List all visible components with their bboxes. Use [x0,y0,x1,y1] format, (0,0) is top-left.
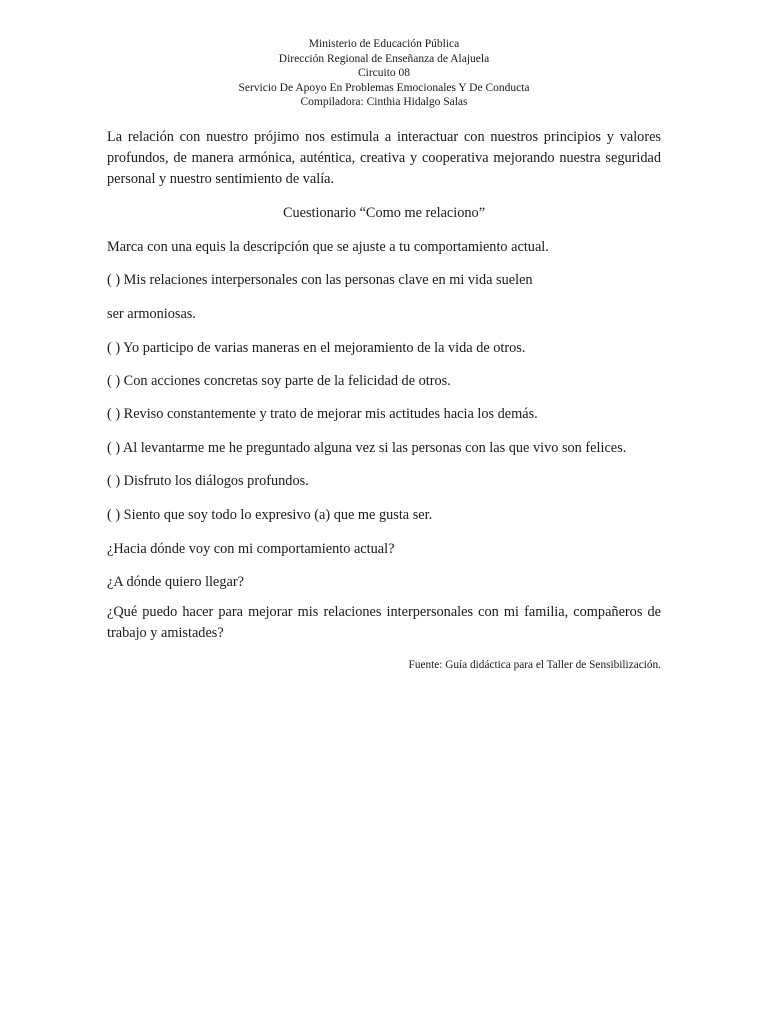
questionnaire-title: Cuestionario “Como me relaciono” [282,205,486,221]
questionnaire-instruction: Marca con una equis la descripción que se ajuste a tu comportamiento actual. [107,239,549,255]
questionnaire-item: ( ) Al levantarme me he preguntado alguna vez si las personas con las que vivo son felices. [107,440,627,456]
header-regional-direction: Dirección Regional de Enseñanza de Alajuela [278,52,490,65]
questionnaire-item: ( ) Siento que soy todo lo expresivo (a) que me gusta ser. [107,507,433,523]
document-header [0,37,768,110]
header-ministry: Ministerio de Educación Pública [308,38,460,50]
questionnaire-item: ( ) Mis relaciones interpersonales con las personas clave en mi vida suelen [107,272,533,288]
reflection-question: ¿A dónde quiero llegar? [107,574,244,590]
questionnaire-item: ( ) Disfruto los diálogos profundos. [107,473,309,489]
reflection-question: ¿Hacia dónde voy con mi comportamiento actual? [107,541,395,557]
header-service: Servicio De Apoyo En Problemas Emocionales Y De Conducta [238,81,530,94]
questionnaire-item: ( ) Con acciones concretas soy parte de la felicidad de otros. [107,373,451,389]
reflection-question: ¿Qué puedo hacer para mejorar mis relaciones interpersonales con mi familia, compañeros de trabajo y amistades? [107,604,661,641]
intro-paragraph: La relación con nuestro prójimo nos estimula a interactuar con nuestros principios y valores profundos, de manera armónica, auténtica, creativa y cooperativa mejorando nuestra seguridad personal y nuestro sentimiento de valía. [107,129,661,187]
questionnaire-item: ( ) Yo participo de varias maneras en el mejoramiento de la vida de otros. [107,340,526,356]
header-compiler: Compiladora: Cinthia Hidalgo Salas [300,96,468,109]
questionnaire-item: ( ) Reviso constantemente y trato de mejorar mis actitudes hacia los demás. [107,406,538,422]
questionnaire-item-continuation: ser armoniosas. [107,306,196,322]
header-circuit: Circuito 08 [357,67,411,80]
source-citation: Fuente: Guía didáctica para el Taller de Sensibilización. [408,659,661,671]
